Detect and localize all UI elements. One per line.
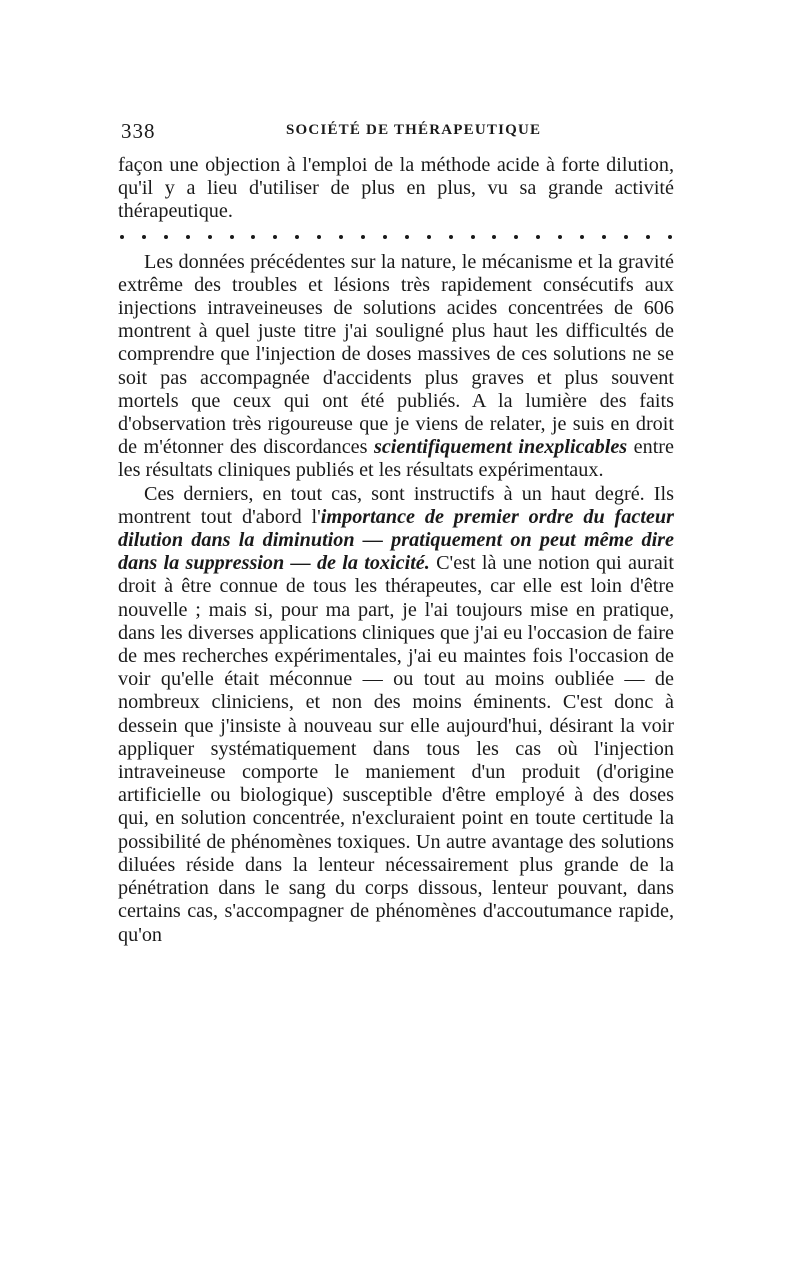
paragraph-text: C'est là une notion qui aurait droit à être connue de tous les thérapeutes, car elle est loin d'être nouvelle ; mais si, pour ma part, je l'ai toujours mise en pratique, dans les diverses applications cliniques que j'ai eu l'occasion de faire de mes recherches expérimentales, j'ai eu maintes fois l'occasion de voir qu'elle était méconnue — ou tout au moins oubliée — de nombreux cliniciens, et non des moins éminents. C'est donc à dessein que j'insiste à nouveau sur elle aujourd'hui, désirant la voir appliquer systématiquement dans tous les cas où l'injection intraveineuse comporte le maniement d'un produit (d'origine artificielle ou biologique) susceptible d'être employé à des doses qui, en solution concentrée, n'excluraient point en toute certitude la possibilité de phénomènes toxiques. Un autre avantage des solutions diluées réside dans la lenteur nécessairement plus grande de la pénétration dans le sang du corps dissous, lenteur pouvant, dans certains cas, s'accompagner de phénomènes d'accoutumance rapide, qu'on — [118, 552, 674, 946]
paragraph-continuation: façon une objection à l'emploi de la méthode acide à forte dilution, qu'il y a lieu d'utiliser de plus en plus, vu sa grande activité thérapeutique. — [118, 154, 674, 223]
emphasis-text: scientifiquement inexplicables — [373, 436, 628, 459]
paragraph-dilution — [118, 483, 674, 947]
paragraph-discordances — [118, 251, 674, 483]
paragraph-text: Les données précédentes sur la nature, le mécanisme et la gravité extrême des troubles et lésions très rapidement consécutifs aux injections intraveineuses de solutions acides concentrées de 606 montrent à quel juste titre j'ai souligné plus haut les difficultés de comprendre que l'injection de doses massives de ces solutions ne se soit pas accompagnée d'accidents plus graves et plus souvent mortels que ceux qui ont été publiés. A la lumière des faits d'observation très rigoureuse que je viens de relater, je suis en droit de m'étonner des discordances — [118, 250, 674, 459]
emphasis-text: importance de premier ordre du facteur dilution dans la diminution — pratiquement on peut même dire dans la suppression — de la toxicité. — [118, 505, 674, 575]
paragraph-text: entre les résultats cliniques publiés et les résultats expérimentaux. — [118, 436, 674, 482]
paragraph-text: Ces derniers, en tout cas, sont instructifs à un haut degré. Ils montrent tout d'abord l' — [118, 482, 674, 528]
page-header — [121, 119, 673, 143]
dotted-separator — [118, 227, 674, 247]
body-text — [118, 154, 674, 947]
page-number: 338 — [121, 119, 156, 143]
running-title: SOCIÉTÉ DE THÉRAPEUTIQUE — [286, 122, 542, 138]
